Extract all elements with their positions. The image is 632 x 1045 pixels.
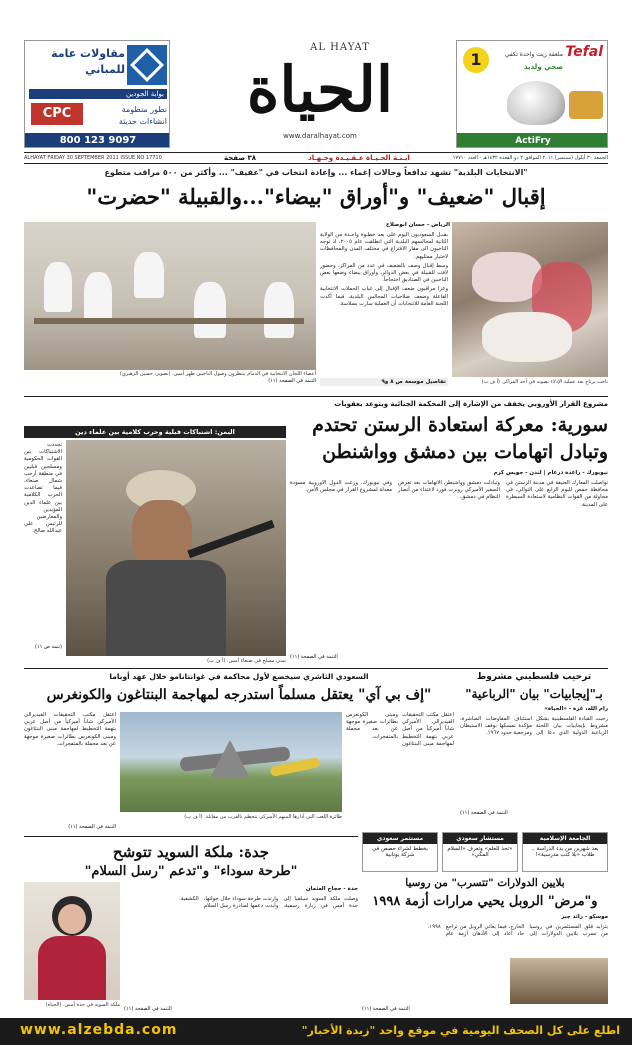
ad-left-contractor[interactable] [24, 40, 170, 148]
promo-3-text: يخطط لشراء حصص في شركة يونانية [372, 846, 428, 858]
palestine-continue[interactable]: التتمة في الصفحة (١١) [460, 810, 508, 816]
ad-left-phone: 800 123 9097 [25, 133, 170, 148]
divider-3 [24, 836, 358, 837]
ad-right-line2: صحي ولذيذ [523, 63, 563, 71]
promo-3-title: مستثمر سعودي [363, 833, 437, 844]
fbi-body-left: اعتقل مكتب التحقيقات الفيديرالي الأميركي شاباً أميركياً من أصل عربي بتهمة التخطيط لمهاجمة مبنى البنتاغون ومبنى الكونغرس بطائرات صغيرة موجهة عن بعد محملة بالمتفجرات. [24, 712, 116, 747]
jeddah-photo [24, 882, 120, 1000]
yemen-body: تجددت الاشتباكات بين القوات الحكومية ومسلحين قبليين في منطقة أرحب شمال صنعاء، فيما تصاعدت الحرب الكلامية بين علماء الدين المؤيدين والمعارضين للرئيس علي عبدالله صالح. [24, 442, 62, 535]
ad-right-brand: Tefal [565, 44, 603, 60]
palestine-byline: رام الله، غزة - «الحياة» [544, 706, 608, 712]
yemen-photo-caption: يمني مسلح في صنعاء أمس. (أ ف ب) [207, 658, 286, 664]
logo-latin: AL HAYAT [310, 42, 370, 53]
jeddah-continue[interactable]: التتمة في الصفحة (١١) [124, 1006, 172, 1012]
tagline-bar [24, 152, 608, 164]
yemen-headline[interactable]: اليمن: اشتباكات قبلية وحرب كلامية بين علماء دين [24, 426, 286, 438]
jeddah-headline-bottom[interactable]: "طرحة سوداء" و"تدعم "رسل السلام" [84, 864, 298, 879]
dollars-continue[interactable]: التتمة في الصفحة (١١) [362, 1006, 410, 1012]
main-photo-right [452, 222, 608, 377]
fbi-headline[interactable]: "إف بي آي" يعتقل مسلماً استدرجه لمهاجمة البنتاغون والكونغرس [46, 687, 432, 703]
main-photo-left-caption: أعضاء اللجان الانتخابية في الدمام ينتظرون وصول الناخبين ظهر أمس. (تصوير: حسين الزهيري) [119, 371, 316, 377]
ad-right-badge: 1 [463, 47, 489, 73]
kicker-elections[interactable]: "الانتخابات البلدية" تشهد تدافعاً وحالات إغماء ... وإعادة انتخاب في "عفيف" ... وأكثر من ٥٠٠ مراقب متطوع [104, 168, 528, 177]
promo-1[interactable] [522, 832, 608, 872]
ad-left-slogan1: نطور منطومة [121, 105, 167, 114]
site-url[interactable]: www.daralhayat.com [283, 132, 357, 140]
syria-body [290, 480, 608, 656]
ad-left-cpc: CPC [31, 103, 83, 125]
main-photo-right-caption: ناخب يرتاح بعد عملية الإدلاء بصوته في أحد المراكز. (أ ف ب) [481, 379, 608, 385]
main-continue[interactable]: التتمة في الصفحة (١١) [268, 378, 316, 384]
jeddah-body: وصلت ملكة السويد سيلفيا إلى جدة أمس في زيارة رسمية، وارتدت طرحة سوداء خلال جولتها، وأبدت دعمها لمبادرة رسل السلام الكشفية. [179, 896, 358, 910]
fbi-caption: طائرة اللعب التي أدارها المتهم الأميركي تتحطم بالقرب من مقاتلة. (أ ف ب) [184, 814, 342, 820]
main-body [320, 232, 448, 376]
syria-body-p1: تواصلت المعارك العنيفة في مدينة الرستن في محافظة حمص لليوم الرابع على التوالي، في محاولة من القوات النظامية لاستعادة السيطرة على المدينة. [506, 480, 608, 508]
fbi-photo [120, 712, 342, 812]
promo-1-title: الجامعة الإسلامية [523, 833, 607, 844]
promo-1-text: بعد شهرين من بدء الدراسة .. طلاب «بلا كتب مدرسية»! [531, 846, 599, 858]
syria-kicker[interactable]: مشروع القرار الأوروبي يخفف من الإشارة إلى المحكمة الجنائية ويتوعد بعقوبات [334, 400, 608, 408]
palestine-kicker[interactable]: ترحيب فلسطيني مشروط [476, 672, 592, 682]
dollars-byline: موسكو - رائد جبر [561, 914, 608, 920]
dollars-body: يتزايد قلق المستثمرين في روسيا من تسرب بلايين الدولارات إلى الخارج، فيما يعاني الروبل من تراجع حاد أعاد إلى الأذهان أزمة عام ١٩٩٨. [427, 924, 608, 938]
footer-url[interactable]: www.alzebda.com [20, 1022, 178, 1038]
inline-note[interactable]: تفاصيل موسعة ص ٨ و٩ [320, 378, 448, 386]
dollars-photo [510, 958, 608, 1004]
footer-text: اطلع على كل الصحف اليومية في موقع واحد "زبدة الأخبار" [301, 1024, 620, 1037]
syria-headline[interactable]: سورية: معركة استعادة الرستن تحتدم وتبادل اتهامات بين دمشق وواشنطن [312, 414, 608, 463]
main-byline: الرياض - حسان ابوصلاح [385, 222, 450, 228]
food-image [569, 91, 603, 119]
dollars-kicker[interactable]: بلايين الدولارات "تتسرب" من روسيا [405, 877, 565, 889]
syria-body-p2: وتبادلت دمشق وواشنطن الاتهامات بعد تعرض السفير الأميركي روبرت فورد لاعتداء من أنصار النظام في دمشق. [398, 480, 500, 501]
divider-1 [24, 396, 608, 397]
yemen-photo [66, 440, 286, 656]
promo-2[interactable] [442, 832, 518, 872]
fbi-body-right: اعتقل مكتب التحقيقات الفيديرالي الأميركي شاباً أميركياً من أصل عربي بتهمة التخطيط لمهاجمة مبنى البنتاغون ومبنى الكونغرس بطائرات صغيرة موجهة عن بعد محملة بالمتفجرات. [346, 712, 454, 747]
tagline: ابـنـة الحـيـاة عـقـيـدة وجـهـاد [308, 154, 410, 162]
palestine-headline[interactable]: بـ"إيجابيات" بيان "الرباعية" [465, 687, 603, 701]
main-body-p3: وعزا مراقبون ضعف الإقبال إلى غياب الحملات الانتخابية الفاعلة وضعف صلاحيات المجالس البلدية، فيما أكدت اللجنة العامة للانتخابات أن العملية سارت بسلاسة. [320, 286, 448, 307]
syria-continue[interactable]: التتمة في الصفحة (١١) [290, 654, 338, 660]
issue-ar: الجمعة ٣٠ أيلول (سبتمبر) ٢٠١١ الموافق ٢ ذو القعدة ١٤٣٢هـ - العدد ١٧٧١٠ [452, 155, 608, 161]
promo-3[interactable] [362, 832, 438, 872]
logo-arabic[interactable]: الحياة [246, 53, 394, 126]
dollars-headline[interactable]: و"مرض" الروبل يحيي مرارات أزمة ١٩٩٨ [372, 894, 598, 909]
main-body-p1: بقبـل السعوديون اليوم على بعد خطـوة واحـدة من الولاية الثانية لمجالسهم البلدية التي انطلقت عام ٢٠٠٥، اذ توجه الناخبون الى مقار الاقتراع في مختلف المدن والمحافظات لاختيار ممثليهم. [320, 232, 448, 260]
ad-left-brand: بوابة الجودين [29, 89, 167, 99]
ad-right-product: ActiFry [457, 133, 608, 148]
jeddah-byline: جدة - حجاج العثمان [305, 886, 358, 892]
fbi-kicker[interactable]: السعودي الثاشري سيخضع لأول محاكمة في غوانتانامو خلال عهد أوباما [109, 672, 369, 681]
ad-right-line1: ملعقة زيت واحدة تكفي [504, 51, 563, 58]
issue-en: ALHAYAT FRIDAY 30 SEPTEMBER 2011 ISSUE NO 17710 [24, 155, 162, 161]
main-headline[interactable]: إقبال "ضعيف" و"أوراق "بيضاء"...والقبيلة "حضرت" [86, 184, 546, 209]
ad-left-line1: مقاولات عامة [51, 47, 125, 60]
ad-left-slogan2: انشاءات حديثة [118, 117, 167, 126]
promo-2-title: مستشار سعودي [443, 833, 517, 844]
ad-left-logo [127, 45, 167, 85]
main-body-p2: وسط إقبال وصف بالضعيف في عدد من المراكز، وحضور لافت للقبيلة في بعض الدوائر، وأوراق بيضاء وضعها بعض الناخبين في الصناديق احتجاجاً. [320, 262, 448, 284]
main-photo-left [24, 222, 316, 370]
ad-right-tefal[interactable] [456, 40, 608, 148]
yemen-continue[interactable]: (تتمة ص ١١) [35, 644, 62, 650]
promo-2-text: «تحذ للعلم» وتعرف «السلام المكي» [447, 846, 513, 858]
syria-byline: نيويورك - راغدة درغام | لندن - جويس كرم [493, 470, 608, 476]
ad-left-line2: للمباني [85, 63, 125, 76]
footer-banner[interactable] [0, 1018, 632, 1045]
pages-count: ٣٨ صفحة [224, 154, 257, 162]
syria-body-p3: وفي نيويورك، وزعت الدول الأوروبية مسودة معدلة لمشروع القرار في مجلس الأمن. [290, 480, 392, 494]
jeddah-headline-top[interactable]: جدة: ملكة السويد تتوشح [112, 843, 270, 861]
fryer-image [507, 81, 565, 125]
jeddah-caption: ملكة السويد في جدة أمس. (الحياة) [45, 1002, 120, 1008]
divider-2 [24, 668, 608, 669]
fbi-continue[interactable]: التتمة في الصفحة (١١) [68, 824, 116, 830]
palestine-body: رحبت القيادة الفلسطينية بشكل مشروط بإيجابيات بيان اللجنة الرباعية الدولية الذي دعا إلى استئناف المفاوضات المباشرة، مؤكدة تمسكها بوقف الاستيطان ومرجعية حدود ١٩٦٧. [460, 716, 608, 737]
